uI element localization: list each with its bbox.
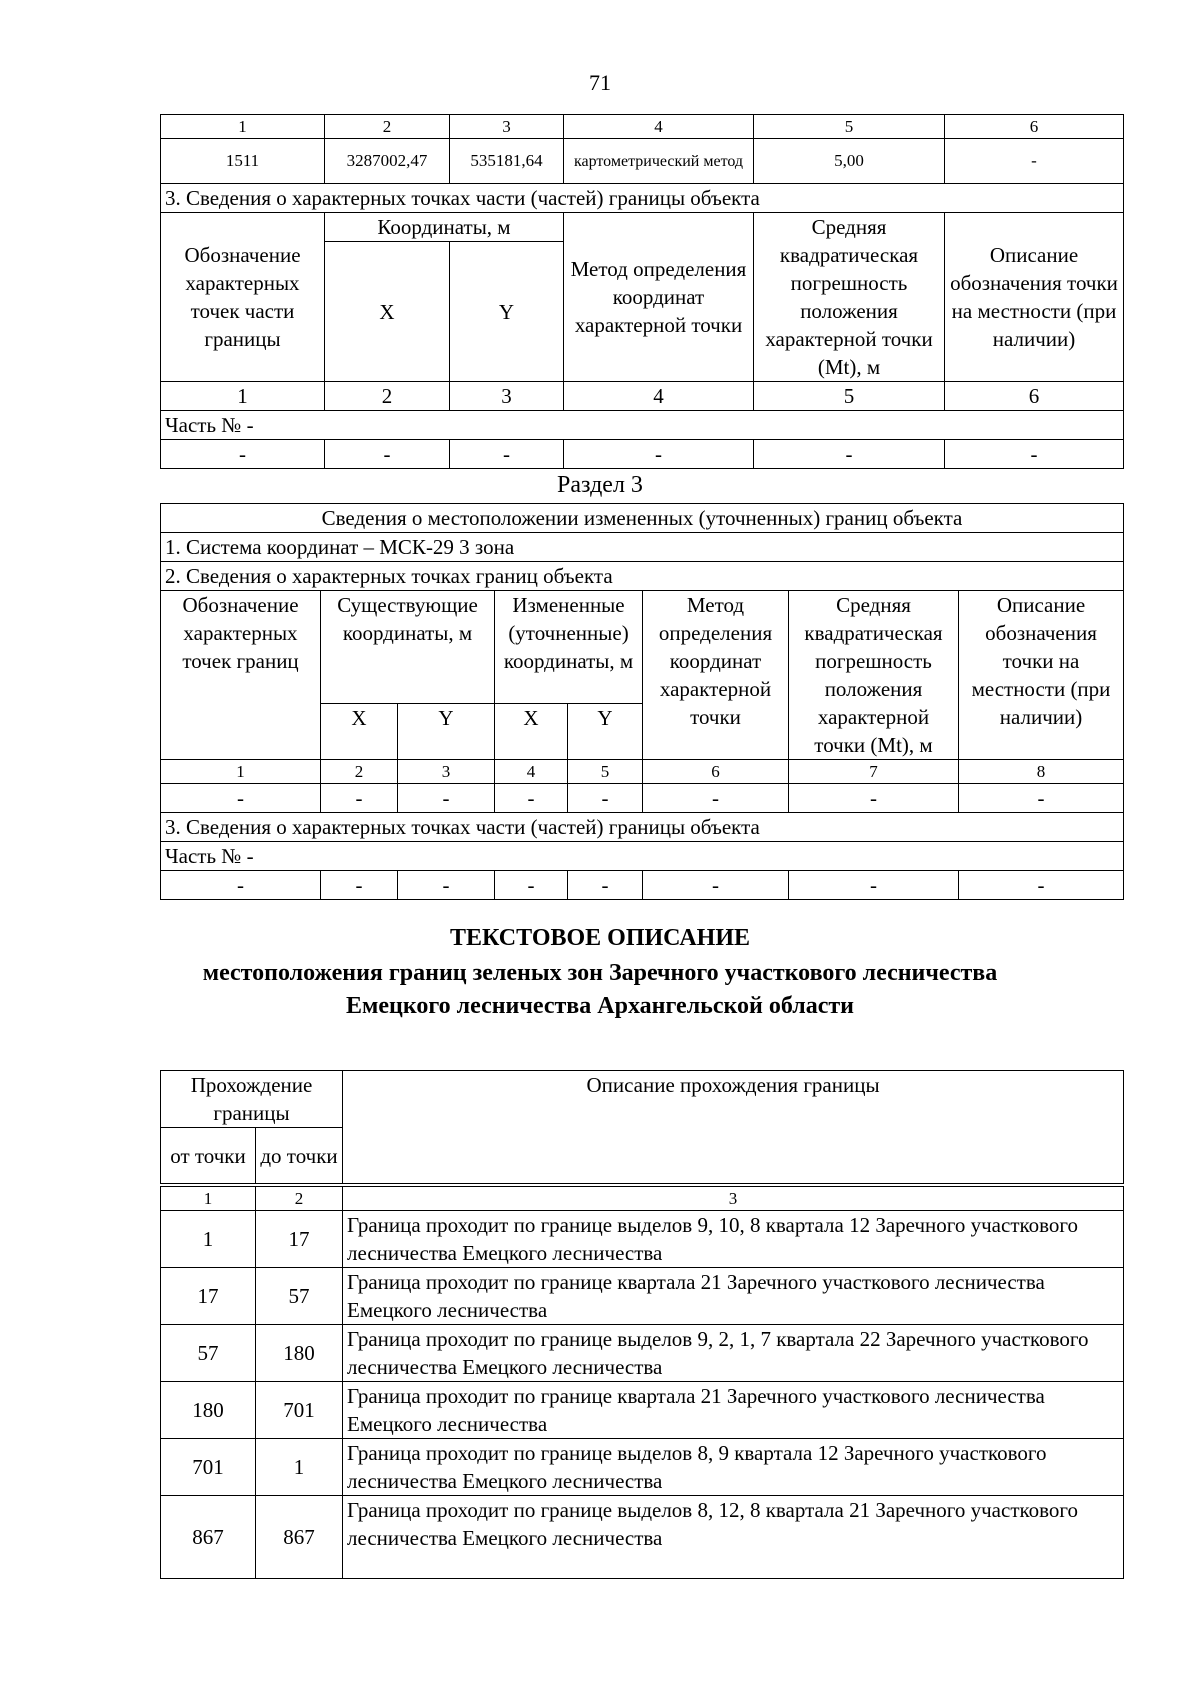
- header-x: X: [321, 703, 398, 759]
- doc-title: ТЕКСТОВОЕ ОПИСАНИЕ: [449, 925, 750, 951]
- header-designation: Обозначение характерных точек границ: [161, 591, 321, 760]
- table-row: [161, 1268, 1124, 1325]
- header-x: X: [495, 703, 568, 759]
- cell-to: 57: [256, 1268, 343, 1325]
- cell-dash: -: [789, 871, 959, 900]
- table-part-points: [160, 114, 1124, 469]
- table-row: [161, 1325, 1124, 1382]
- table-row: [161, 1439, 1124, 1496]
- col-num: 3: [398, 760, 495, 784]
- cell-dash: -: [398, 784, 495, 813]
- cell-passage-desc: Граница проходит по границе выделов 9, 10, 8 квартала 12 Заречного участкового лесничества Емецкого лесничества: [343, 1211, 1124, 1268]
- header-changed-coords: Измененные (уточненные) координаты, м: [495, 591, 643, 704]
- cell-dash: -: [643, 871, 789, 900]
- cell-dash: -: [945, 440, 1124, 469]
- col-num: 5: [568, 760, 643, 784]
- header-coords: Координаты, м: [325, 213, 564, 242]
- header-error: Средняя квадратическая погрешность положения характерной точки (Mt), м: [789, 591, 959, 760]
- table-row: [161, 1496, 1124, 1579]
- page-number: 71: [589, 70, 611, 95]
- col-num: 8: [959, 760, 1124, 784]
- header-from: от точки: [161, 1128, 256, 1184]
- table-row: [161, 562, 1124, 591]
- col-num: 1: [161, 382, 325, 411]
- table-row: [161, 1071, 1124, 1128]
- cell-method: картометрический метод: [564, 139, 754, 184]
- header-passage-desc: Описание прохождения границы: [343, 1071, 1124, 1184]
- cell-dash: -: [161, 871, 321, 900]
- table-row: [161, 760, 1124, 784]
- header-existing-coords: Существующие координаты, м: [321, 591, 495, 704]
- col-num: 3: [450, 382, 564, 411]
- cell-y: 535181,64: [450, 139, 564, 184]
- col-num: 5: [754, 115, 945, 139]
- table-row: [161, 871, 1124, 900]
- table-row: [161, 139, 1124, 184]
- cell-to: 867: [256, 1496, 343, 1579]
- cell-to: 701: [256, 1382, 343, 1439]
- header-x: X: [325, 242, 450, 382]
- col-num: 7: [789, 760, 959, 784]
- table-row: [161, 591, 1124, 704]
- cell-dash: -: [959, 871, 1124, 900]
- col-num: 1: [161, 115, 325, 139]
- table-changed-boundaries: [160, 503, 1124, 900]
- section-heading: 3. Сведения о характерных точках части (частей) границы объекта: [161, 813, 1124, 842]
- cell-dash: -: [643, 784, 789, 813]
- cell-from: 867: [161, 1496, 256, 1579]
- col-num: 3: [343, 1187, 1124, 1211]
- cell-to: 17: [256, 1211, 343, 1268]
- table-passage: [160, 1186, 1124, 1579]
- table-row: [161, 115, 1124, 139]
- cell-dash: -: [495, 784, 568, 813]
- cell-dash: -: [321, 784, 398, 813]
- section-heading: 3. Сведения о характерных точках части (частей) границы объекта: [161, 184, 1124, 213]
- section-title: Раздел 3: [557, 472, 643, 498]
- cell-from: 57: [161, 1325, 256, 1382]
- col-num: 4: [564, 115, 754, 139]
- cell-point: 1511: [161, 139, 325, 184]
- cell-to: 1: [256, 1439, 343, 1496]
- table-row: [161, 842, 1124, 871]
- cell-dash: -: [450, 440, 564, 469]
- cell-dash: -: [754, 440, 945, 469]
- table-row: [161, 533, 1124, 562]
- table-row: [161, 1211, 1124, 1268]
- cell-passage-desc: Граница проходит по границе выделов 9, 2, 1, 7 квартала 22 Заречного участкового лесничества Емецкого лесничества: [343, 1325, 1124, 1382]
- table-row: [161, 784, 1124, 813]
- cell-dash: -: [564, 440, 754, 469]
- header-y: Y: [568, 703, 643, 759]
- table-row: [161, 1382, 1124, 1439]
- cell-dash: -: [568, 784, 643, 813]
- header-method: Метод определения координат характерной точки: [643, 591, 789, 760]
- cell-from: 701: [161, 1439, 256, 1496]
- table-row: [161, 504, 1124, 533]
- cell-error: 5,00: [754, 139, 945, 184]
- cell-passage-desc: Граница проходит по границе выделов 8, 12, 8 квартала 21 Заречного участкового лесничества Емецкого лесничества: [343, 1496, 1124, 1579]
- cell-dash: -: [568, 871, 643, 900]
- section-heading: 2. Сведения о характерных точках границ объекта: [161, 562, 1124, 591]
- col-num: 2: [256, 1187, 343, 1211]
- header-passage: Прохождение границы: [161, 1071, 343, 1128]
- cell-dash: -: [495, 871, 568, 900]
- doc-subtitle-1: местоположения границ зеленых зон Заречного участкового лесничества: [202, 960, 998, 986]
- cell-desc: -: [945, 139, 1124, 184]
- table-row: [161, 411, 1124, 440]
- cell-x: 3287002,47: [325, 139, 450, 184]
- cell-dash: -: [321, 871, 398, 900]
- col-num: 6: [945, 115, 1124, 139]
- header-to: до точки: [256, 1128, 343, 1184]
- cell-from: 180: [161, 1382, 256, 1439]
- table-passage-header: [160, 1070, 1124, 1184]
- cell-dash: -: [789, 784, 959, 813]
- col-num: 4: [564, 382, 754, 411]
- col-num: 2: [325, 382, 450, 411]
- table-row: [161, 184, 1124, 213]
- cell-passage-desc: Граница проходит по границе квартала 21 Заречного участкового лесничества Емецкого лесничества: [343, 1382, 1124, 1439]
- cell-from: 17: [161, 1268, 256, 1325]
- cell-from: 1: [161, 1211, 256, 1268]
- table-row: [161, 440, 1124, 469]
- col-num: 1: [161, 1187, 256, 1211]
- col-num: 2: [321, 760, 398, 784]
- col-num: 1: [161, 760, 321, 784]
- table-row: [161, 813, 1124, 842]
- header-y: Y: [450, 242, 564, 382]
- col-num: 4: [495, 760, 568, 784]
- cell-dash: -: [161, 784, 321, 813]
- col-num: 3: [450, 115, 564, 139]
- header-desc: Описание обозначения точки на местности (при наличии): [945, 213, 1124, 382]
- header-designation: Обозначение характерных точек части границы: [161, 213, 325, 382]
- part-label: Часть № -: [161, 842, 1124, 871]
- cell-passage-desc: Граница проходит по границе выделов 8, 9 квартала 12 Заречного участкового лесничества Емецкого лесничества: [343, 1439, 1124, 1496]
- table-title: Сведения о местоположении измененных (уточненных) границ объекта: [161, 504, 1124, 533]
- coord-system: 1. Система координат – МСК-29 3 зона: [161, 533, 1124, 562]
- table-row: [161, 382, 1124, 411]
- cell-dash: -: [398, 871, 495, 900]
- col-num: 2: [325, 115, 450, 139]
- cell-dash: -: [325, 440, 450, 469]
- part-label: Часть № -: [161, 411, 1124, 440]
- cell-passage-desc: Граница проходит по границе квартала 21 Заречного участкового лесничества Емецкого лесничества: [343, 1268, 1124, 1325]
- header-error: Средняя квадратическая погрешность положения характерной точки (Mt), м: [754, 213, 945, 382]
- cell-dash: -: [161, 440, 325, 469]
- col-num: 5: [754, 382, 945, 411]
- table-row: [161, 213, 1124, 242]
- col-num: 6: [945, 382, 1124, 411]
- col-num: 6: [643, 760, 789, 784]
- table-row: [161, 1187, 1124, 1211]
- header-desc: Описание обозначения точки на местности (при наличии): [959, 591, 1124, 760]
- doc-subtitle-2: Емецкого лесничества Архангельской области: [346, 993, 854, 1019]
- header-method: Метод определения координат характерной точки: [564, 213, 754, 382]
- header-y: Y: [398, 703, 495, 759]
- cell-to: 180: [256, 1325, 343, 1382]
- cell-dash: -: [959, 784, 1124, 813]
